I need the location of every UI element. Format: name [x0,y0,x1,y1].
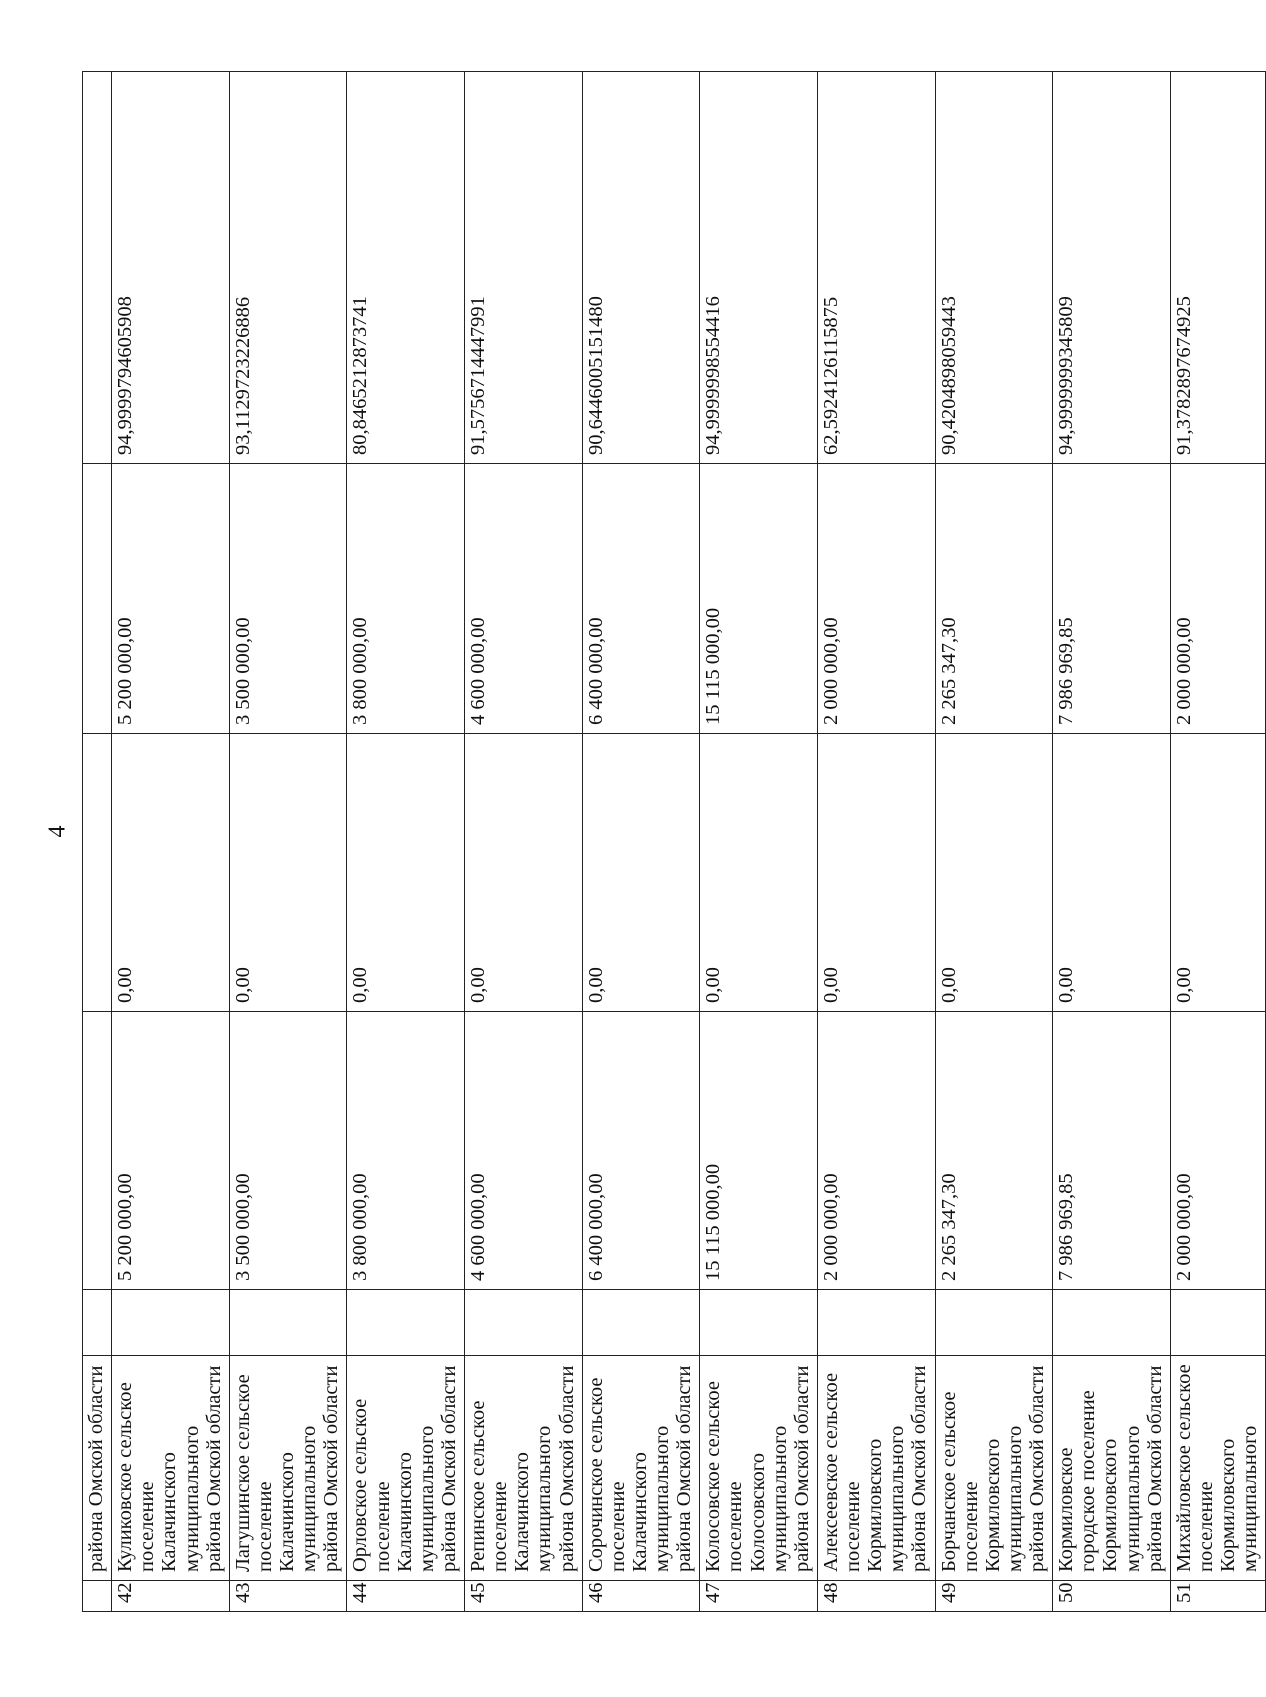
row-number: 45 [465,1581,583,1612]
amount-total: 3 500 000,00 [229,1012,347,1290]
row-number: 44 [347,1581,465,1612]
empty-cell [700,1290,818,1356]
settlement-name: Репинское сельское поселение Калачинского муниципального района Омской области [465,1356,583,1581]
empty-cell [1170,1290,1266,1356]
settlement-name: района Омской области [83,1356,112,1581]
amount-total: 2 265 347,30 [935,1012,1053,1290]
amount-total: 15 115 000,00 [700,1012,818,1290]
empty-cell [582,1290,700,1356]
amount-allocated: 2 000 000,00 [1170,464,1266,734]
row-number: 43 [229,1581,347,1612]
empty-cell [83,1290,112,1356]
row-number: 46 [582,1581,700,1612]
amount-zero: 0,00 [112,734,230,1012]
empty-cell [229,1290,347,1356]
table-row [465,72,583,1612]
settlement-name: Сорочинское сельское поселение Калачинского муниципального района Омской области [582,1356,700,1581]
row-number: 49 [935,1581,1053,1612]
amount-total: 2 000 000,00 [817,1012,935,1290]
table-row [817,72,935,1612]
table-row [1053,72,1171,1612]
row-number: 51 [1170,1581,1266,1612]
amount-allocated: 6 400 000,00 [582,464,700,734]
percentage-value: 94,9999794605908 [112,72,230,464]
amount-allocated: 2 265 347,30 [935,464,1053,734]
empty-cell [347,1290,465,1356]
amount-zero: 0,00 [229,734,347,1012]
amount-allocated: 4 600 000,00 [465,464,583,734]
percentage-value: 80,8465212873741 [347,72,465,464]
settlement-name: Алексеевское сельское поселение Кормиловского муниципального района Омской области [817,1356,935,1581]
table-row [700,72,818,1612]
amount-zero: 0,00 [935,734,1053,1012]
table-row [1170,72,1266,1612]
amount-allocated: 2 000 000,00 [817,464,935,734]
amount-zero: 0,00 [1170,734,1266,1012]
percentage-value: 62,5924126115875 [817,72,935,464]
settlement-name: Куликовское сельское поселение Калачинского муниципального района Омской области [112,1356,230,1581]
row-number: 47 [700,1581,818,1612]
table-body [83,72,1266,1612]
percentage-value: 90,4204898059443 [935,72,1053,464]
table-row [935,72,1053,1612]
settlement-name: Кормиловское городское поселение Кормиловского муниципального района Омской области [1053,1356,1171,1581]
empty-cell [83,464,112,734]
table-row-continuation [83,72,112,1612]
settlement-name: Борчанское сельское поселение Кормиловского муниципального района Омской области [935,1356,1053,1581]
row-number: 50 [1053,1581,1171,1612]
amount-zero: 0,00 [817,734,935,1012]
amount-zero: 0,00 [1053,734,1171,1012]
table-row [112,72,230,1612]
empty-cell [465,1290,583,1356]
amount-total: 5 200 000,00 [112,1012,230,1290]
amount-allocated: 15 115 000,00 [700,464,818,734]
percentage-value: 94,9999999345809 [1053,72,1171,464]
amount-allocated: 7 986 969,85 [1053,464,1171,734]
amount-allocated: 3 800 000,00 [347,464,465,734]
percentage-value: 94,9999998554416 [700,72,818,464]
percentage-value: 91,3782897674925 [1170,72,1266,464]
percentage-value: 91,5756714447991 [465,72,583,464]
row-number [83,1581,112,1612]
table-row [229,72,347,1612]
amount-zero: 0,00 [465,734,583,1012]
empty-cell [83,72,112,464]
empty-cell [83,734,112,1012]
amount-zero: 0,00 [700,734,818,1012]
settlement-name: Лагушинское сельское поселение Калачинского муниципального района Омской области [229,1356,347,1581]
empty-cell [83,1012,112,1290]
rotated-table-wrapper [82,72,1262,1612]
empty-cell [1053,1290,1171,1356]
table-row [582,72,700,1612]
allocation-table [82,71,1266,1612]
amount-allocated: 5 200 000,00 [112,464,230,734]
settlement-name: Орловское сельское поселение Калачинского муниципального района Омской области [347,1356,465,1581]
amount-zero: 0,00 [347,734,465,1012]
percentage-value: 93,1129723226886 [229,72,347,464]
empty-cell [817,1290,935,1356]
amount-total: 2 000 000,00 [1170,1012,1266,1290]
page-number: 4 [44,825,71,838]
settlement-name: Михайловское сельское поселение Кормиловского муниципального [1170,1356,1266,1581]
amount-total: 3 800 000,00 [347,1012,465,1290]
row-number: 48 [817,1581,935,1612]
settlement-name: Колосовское сельское поселение Колосовского муниципального района Омской области [700,1356,818,1581]
amount-total: 7 986 969,85 [1053,1012,1171,1290]
amount-total: 6 400 000,00 [582,1012,700,1290]
empty-cell [935,1290,1053,1356]
amount-total: 4 600 000,00 [465,1012,583,1290]
amount-zero: 0,00 [582,734,700,1012]
percentage-value: 90,6446005151480 [582,72,700,464]
table-row [347,72,465,1612]
empty-cell [112,1290,230,1356]
row-number: 42 [112,1581,230,1612]
amount-allocated: 3 500 000,00 [229,464,347,734]
